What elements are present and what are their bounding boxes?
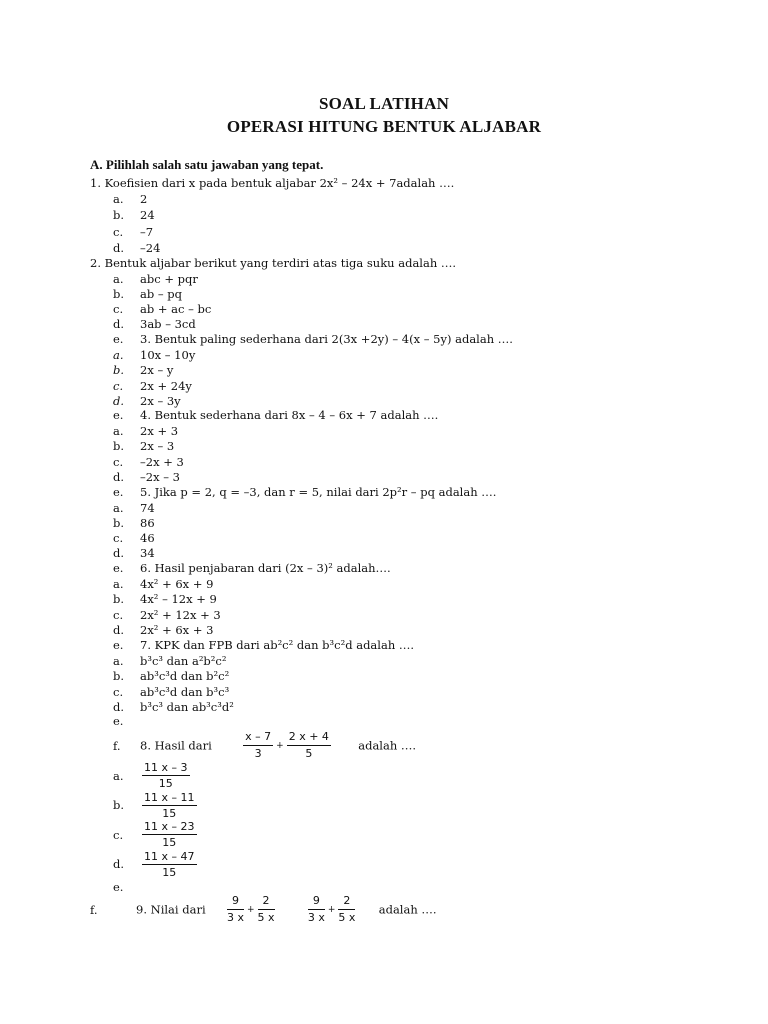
q4-option <box>113 470 180 484</box>
q4-option <box>113 424 178 438</box>
question-3-text: 3. Bentuk paling sederhana dari 2(3x +2y) – 4(x – 5y) adalah …. <box>140 332 513 346</box>
option-text: 2x + 3 <box>140 424 179 438</box>
option-label: d. <box>113 699 125 714</box>
question-8-option-e: e. <box>113 880 124 894</box>
question-5 <box>113 485 496 499</box>
option-fraction <box>142 850 197 879</box>
option-label: d. <box>113 393 125 408</box>
question-9-fraction-3 <box>308 894 325 925</box>
fraction-denominator: 15 <box>162 865 177 879</box>
q2-option <box>113 317 196 331</box>
q1-option <box>113 208 155 222</box>
option-label: c. <box>113 224 124 239</box>
option-label: a. <box>113 577 124 591</box>
fraction-numerator: 11 x – 11 <box>144 790 195 804</box>
fraction-numerator: 11 x – 47 <box>144 849 195 863</box>
option-label: b. <box>113 798 125 812</box>
option-label: b. <box>113 208 125 223</box>
option-label: b. <box>113 516 125 530</box>
option-label: c. <box>113 684 124 699</box>
question-1: 1. Koefisien dari x pada bentuk aljabar 2x² – 24x + 7adalah …. <box>90 176 455 190</box>
option-text: 2 <box>140 192 148 206</box>
fraction-numerator: 11 x – 3 <box>144 761 188 774</box>
option-label: c. <box>113 454 124 469</box>
q5-option <box>113 531 155 545</box>
fraction-denominator: 15 <box>162 806 177 820</box>
option-text: 2x + 24y <box>140 378 192 393</box>
question-3 <box>113 332 513 346</box>
question-6 <box>113 561 391 575</box>
fraction-denominator: 5 <box>305 747 313 760</box>
fraction-numerator: 9 <box>308 894 325 910</box>
option-text: ab – pq <box>140 287 183 301</box>
question-7-text: 7. KPK dan FPB dari ab²c² dan b³c²d adalah …. <box>140 638 415 652</box>
q5-option <box>113 546 155 560</box>
option-label: d. <box>113 317 125 331</box>
q6-option <box>113 623 213 637</box>
q5-option <box>113 501 155 515</box>
plus-sign: + <box>246 904 255 915</box>
fraction-numerator: 11 x – 23 <box>144 820 195 833</box>
option-label: b. <box>113 669 125 684</box>
option-fraction <box>142 761 190 790</box>
fraction-denominator: 3 x <box>226 911 244 924</box>
option-text: 3ab – 3cd <box>140 317 196 331</box>
option-label: a. <box>113 192 124 206</box>
option-text: 2x – y <box>140 363 174 378</box>
fraction-denominator: 5 x <box>338 911 356 924</box>
question-5-label: e. <box>113 485 124 499</box>
question-8-fraction-2 <box>287 730 331 761</box>
question-2: 2. Bentuk aljabar berikut yang terdiri atas tiga suku adalah …. <box>90 256 457 270</box>
q8-option <box>113 820 199 849</box>
option-text: –2x – 3 <box>140 469 180 484</box>
option-label: b. <box>113 592 125 607</box>
q3-option <box>113 348 195 362</box>
question-8-label: f. <box>113 738 121 753</box>
plus-sign: + <box>276 740 284 751</box>
option-text: 2x² + 12x + 3 <box>140 607 221 622</box>
option-label: a. <box>113 424 124 438</box>
option-label: b. <box>113 363 125 378</box>
option-label: d. <box>113 622 125 637</box>
option-text: –2x + 3 <box>140 454 184 469</box>
option-label: c. <box>113 302 124 316</box>
q1-option <box>113 225 153 239</box>
q6-option <box>113 608 221 622</box>
q1-option <box>113 192 147 206</box>
question-9 <box>90 894 437 924</box>
option-text: b³c³ dan a²b²c² <box>140 654 227 668</box>
option-label: c. <box>113 531 124 545</box>
question-6-label: e. <box>113 561 124 575</box>
question-7 <box>113 638 414 652</box>
option-text: ab³c³d dan b²c² <box>140 669 230 684</box>
q8-option <box>113 791 199 820</box>
option-text: ab³c³d dan b³c³ <box>140 684 230 699</box>
question-8-fraction-1 <box>243 730 273 761</box>
question-9-fraction-2 <box>258 894 275 925</box>
q4-option <box>113 455 184 469</box>
q1-option <box>113 241 160 255</box>
option-label: c. <box>113 827 124 842</box>
fraction-numerator: 9 <box>227 894 244 910</box>
fraction-numerator: 2 <box>258 894 275 910</box>
q7-option <box>113 700 234 714</box>
question-4-label: e. <box>113 408 124 422</box>
fraction-numerator: x – 7 <box>243 730 273 746</box>
q2-option <box>113 287 182 301</box>
question-9-prefix: 9. Nilai dari <box>136 902 206 917</box>
question-9-suffix: adalah …. <box>378 902 437 917</box>
question-7-label: e. <box>113 638 124 652</box>
option-label: a. <box>113 348 124 362</box>
option-label: a. <box>113 501 124 515</box>
option-text: 10x – 10y <box>140 348 196 362</box>
option-label: a. <box>113 272 124 286</box>
option-fraction <box>142 820 197 849</box>
option-label: c. <box>113 607 124 622</box>
q3-option <box>113 379 192 393</box>
question-9-fraction-4 <box>338 894 355 925</box>
question-3-label: e. <box>113 332 124 346</box>
q5-option <box>113 516 155 530</box>
plus-sign: + <box>327 904 336 915</box>
option-text: 86 <box>140 516 155 530</box>
option-text: b³c³ dan ab³c³d² <box>140 699 234 714</box>
option-text: 2x – 3 <box>140 439 175 454</box>
option-text: 46 <box>140 531 155 545</box>
q7-option <box>113 654 226 668</box>
option-text: ab + ac – bc <box>140 302 212 316</box>
fraction-numerator: 2 x + 4 <box>287 730 331 746</box>
q7-option <box>113 685 229 699</box>
option-text: 4x² + 6x + 9 <box>140 577 214 591</box>
section-heading: A. Pilihlah salah satu jawaban yang tepat. <box>90 157 324 172</box>
page-title: SOAL LATIHAN <box>318 94 450 113</box>
q4-option <box>113 439 174 453</box>
question-6-text: 6. Hasil penjabaran dari (2x – 3)² adalah…. <box>140 561 391 575</box>
q8-option <box>113 761 192 790</box>
page-subtitle: OPERASI HITUNG BENTUK ALJABAR <box>226 117 542 136</box>
option-label: d. <box>113 857 125 871</box>
option-text: abc + pqr <box>140 272 198 286</box>
question-8-prefix: 8. Hasil dari <box>140 738 212 753</box>
option-text: 4x² – 12x + 9 <box>140 592 217 607</box>
option-label: d. <box>113 469 125 484</box>
fraction-denominator: 15 <box>158 777 173 790</box>
option-fraction <box>142 791 197 820</box>
option-text: –24 <box>140 240 161 255</box>
q6-option <box>113 577 213 591</box>
option-text: –7 <box>140 224 154 239</box>
option-label: a. <box>113 654 124 668</box>
question-4 <box>113 408 438 422</box>
question-9-fraction-1 <box>227 894 244 925</box>
question-5-text: 5. Jika p = 2, q = –3, dan r = 5, nilai dari 2p²r – pq adalah …. <box>140 485 497 499</box>
option-label: d. <box>113 240 125 255</box>
option-text: 2x² + 6x + 3 <box>140 622 214 637</box>
option-label: d. <box>113 546 125 560</box>
option-text: 2x – 3y <box>140 393 181 408</box>
question-7-option-e: e. <box>113 714 124 728</box>
fraction-denominator: 5 x <box>257 911 275 924</box>
question-4-text: 4. Bentuk sederhana dari 8x – 4 – 6x + 7 adalah …. <box>140 408 439 422</box>
q3-option <box>113 363 173 377</box>
fraction-denominator: 15 <box>162 836 177 849</box>
q8-option <box>113 850 199 879</box>
q2-option <box>113 272 198 286</box>
option-text: 24 <box>140 208 155 223</box>
q3-option <box>113 394 181 408</box>
q2-option <box>113 302 211 316</box>
fraction-denominator: 3 x <box>307 911 325 924</box>
option-label: a. <box>113 768 124 783</box>
option-label: c. <box>113 378 124 393</box>
q7-option <box>113 669 229 683</box>
option-label: b. <box>113 439 125 454</box>
question-8 <box>113 730 416 760</box>
fraction-numerator: 2 <box>338 894 355 910</box>
option-text: 34 <box>140 546 155 560</box>
option-label: b. <box>113 287 125 301</box>
q6-option <box>113 592 217 606</box>
question-8-suffix: adalah …. <box>358 738 417 753</box>
fraction-denominator: 3 <box>254 747 262 760</box>
option-text: 74 <box>140 501 155 515</box>
question-9-label: f. <box>90 902 98 917</box>
